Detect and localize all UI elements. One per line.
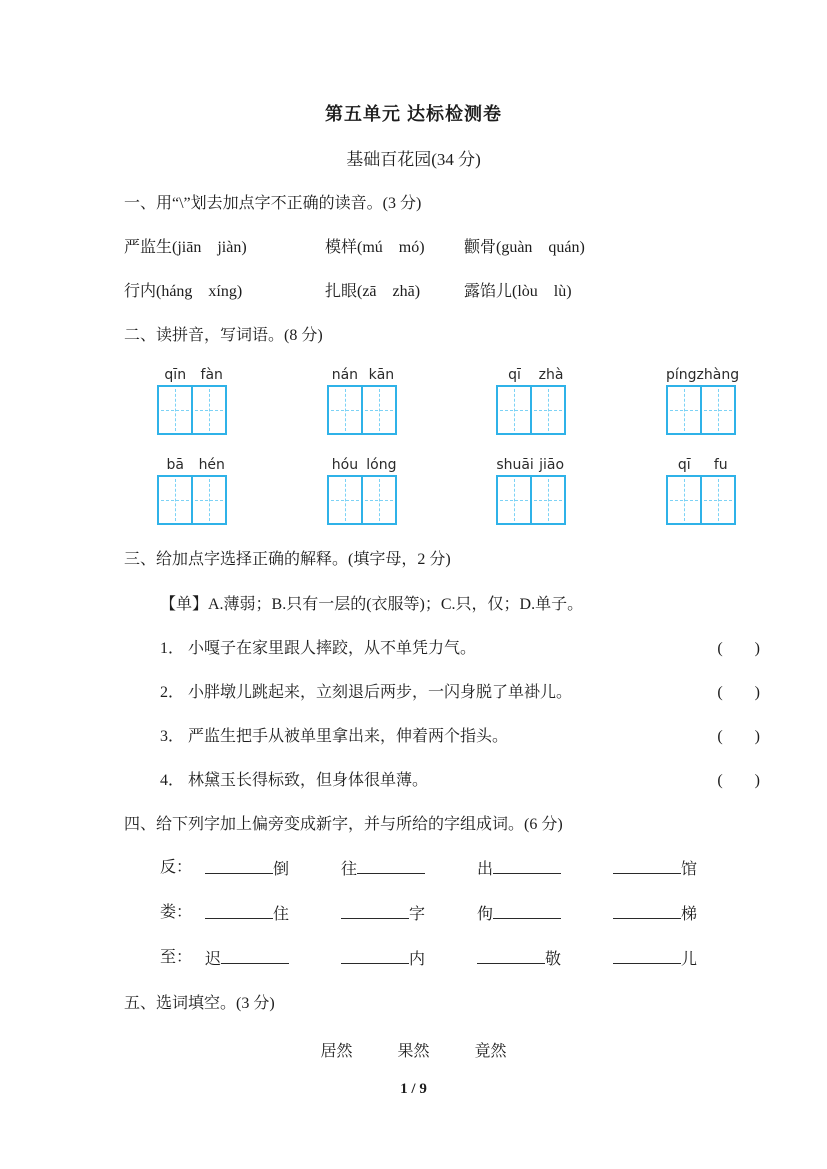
character-cell [191, 475, 227, 525]
item-number: 4． [160, 772, 185, 789]
section-banner: 基础百花园(34 分) [346, 150, 481, 169]
pinyin-label: hóu lóng [331, 457, 397, 473]
writing-grid [496, 457, 569, 525]
word-blank-cell: 出 [477, 858, 613, 879]
pinyin-label: bā hén [166, 457, 225, 473]
word-option: 果然 [397, 1043, 430, 1060]
character-cell [327, 475, 363, 525]
character-cell [361, 385, 397, 435]
writing-grid [327, 457, 400, 525]
item-text: 严监生把手从被单里拿出来，伸着两个指头。 [188, 728, 509, 745]
answer-blank [493, 858, 561, 874]
paper-content [124, 194, 760, 1061]
word-blank-cell: 往 [341, 858, 477, 879]
word-option: 竟然 [474, 1043, 507, 1060]
character-box-pair [666, 475, 739, 525]
pinyin-label: nán kān [331, 367, 395, 383]
character-cell [530, 475, 566, 525]
answer-bracket: ( ) [717, 728, 760, 745]
character-box-pair [666, 385, 739, 435]
q3-item-4 [124, 771, 760, 790]
character-cell [361, 475, 397, 525]
pinyin-label: píng zhàng [665, 367, 740, 383]
character-box-pair [496, 385, 569, 435]
q4-row-2 [124, 903, 760, 924]
answer-blank [221, 948, 289, 964]
q4-row-3 [124, 948, 760, 969]
writing-grid [157, 457, 230, 525]
word-blank-cell: 迟 [205, 948, 341, 969]
q3-item-1 [124, 639, 760, 658]
page-title: 第五单元 达标检测卷 [324, 104, 502, 124]
writing-grid [496, 367, 569, 435]
answer-blank [205, 858, 273, 874]
q2-grid-row-2 [157, 457, 739, 525]
answer-bracket: ( ) [717, 684, 760, 701]
character-cell [496, 385, 532, 435]
answer-blank [341, 948, 409, 964]
q3-item-2 [124, 683, 760, 702]
word-blank-cell: 倒 [205, 858, 341, 879]
q3-item-3 [124, 727, 760, 746]
word-blank-cell: 字 [341, 903, 477, 924]
word-blank-cell: 住 [205, 903, 341, 924]
q2-heading: 二、读拼音，写词语。(8 分) [124, 327, 323, 344]
item-text: 林黛玉长得标致，但身体很单薄。 [188, 772, 429, 789]
item-text: 小嘎子在家里跟人摔跤，从不单凭力气。 [188, 640, 477, 657]
word-blank-cell: 内 [341, 948, 477, 969]
character-cell [157, 475, 193, 525]
character-cell [666, 385, 702, 435]
character-cell [666, 475, 702, 525]
character-cell [191, 385, 227, 435]
character-box-pair [157, 385, 230, 435]
word-blank-cell: 佝 [477, 903, 613, 924]
q1-heading: 一、用“\”划去加点字不正确的读音。(3 分) [124, 195, 422, 212]
word-option: 居然 [320, 1043, 353, 1060]
answer-blank [613, 903, 681, 919]
character-cell [700, 475, 736, 525]
q5-word-bank [0, 1042, 827, 1061]
character-box-pair [327, 475, 400, 525]
character-cell [700, 385, 736, 435]
item-text: 小胖墩儿跳起来，立刻退后两步，一闪身脱了单褂儿。 [188, 684, 573, 701]
q1-word-pinyin: 颧骨(guàn quán) [464, 239, 585, 256]
answer-blank [205, 903, 273, 919]
q5-heading: 五、选词填空。(3 分) [124, 995, 275, 1012]
word-blank-cell: 馆 [613, 858, 697, 879]
base-character-label: 反： [160, 859, 193, 876]
pinyin-label: shuāi jiāo [496, 457, 565, 473]
q4-row-1 [124, 858, 760, 879]
pinyin-label: qīn fàn [164, 367, 223, 383]
answer-blank [613, 948, 681, 964]
page-number: 1 / 9 [400, 1081, 427, 1097]
word-blank-cell: 儿 [613, 948, 697, 969]
character-cell [157, 385, 193, 435]
item-number: 1． [160, 640, 185, 657]
base-character-label: 至： [160, 949, 193, 966]
writing-grid [157, 367, 230, 435]
word-blank-cell: 敬 [477, 948, 613, 969]
item-number: 3． [160, 728, 185, 745]
q3-heading: 三、给加点字选择正确的解释。(填字母，2 分) [124, 551, 451, 568]
answer-blank [341, 903, 409, 919]
base-character-label: 娄： [160, 904, 193, 921]
answer-blank [477, 948, 545, 964]
item-number: 2． [160, 684, 185, 701]
character-cell [327, 385, 363, 435]
writing-grid [327, 367, 400, 435]
pinyin-label: qī fu [677, 457, 728, 473]
character-cell [496, 475, 532, 525]
answer-blank [613, 858, 681, 874]
answer-bracket: ( ) [717, 640, 760, 657]
answer-bracket: ( ) [717, 772, 760, 789]
q1-row-2 [124, 282, 760, 301]
q1-row-1 [124, 238, 760, 257]
writing-grid [666, 367, 739, 435]
character-box-pair [327, 385, 400, 435]
pinyin-label: qī zhà [508, 367, 564, 383]
q1-word-pinyin: 模样(mú mó) [325, 239, 425, 256]
word-blank-cell: 梯 [613, 903, 697, 924]
character-box-pair [157, 475, 230, 525]
q1-word-pinyin: 行内(háng xíng) [124, 283, 243, 300]
answer-blank [493, 903, 561, 919]
q4-heading: 四、给下列字加上偏旁变成新字，并与所给的字组成词。(6 分) [124, 816, 563, 833]
answer-blank [357, 858, 425, 874]
q2-grid-row-1 [157, 367, 739, 435]
character-cell [530, 385, 566, 435]
writing-grid [666, 457, 739, 525]
q1-word-pinyin: 严监生(jiān jiàn) [124, 239, 247, 256]
q1-word-pinyin: 露馅儿(lòu lù) [464, 283, 572, 300]
q3-definition-note: 【单】A.薄弱；B.只有一层的(衣服等)；C.只，仅；D.单子。 [160, 596, 584, 613]
q1-word-pinyin: 扎眼(zā zhā) [325, 283, 421, 300]
character-box-pair [496, 475, 569, 525]
